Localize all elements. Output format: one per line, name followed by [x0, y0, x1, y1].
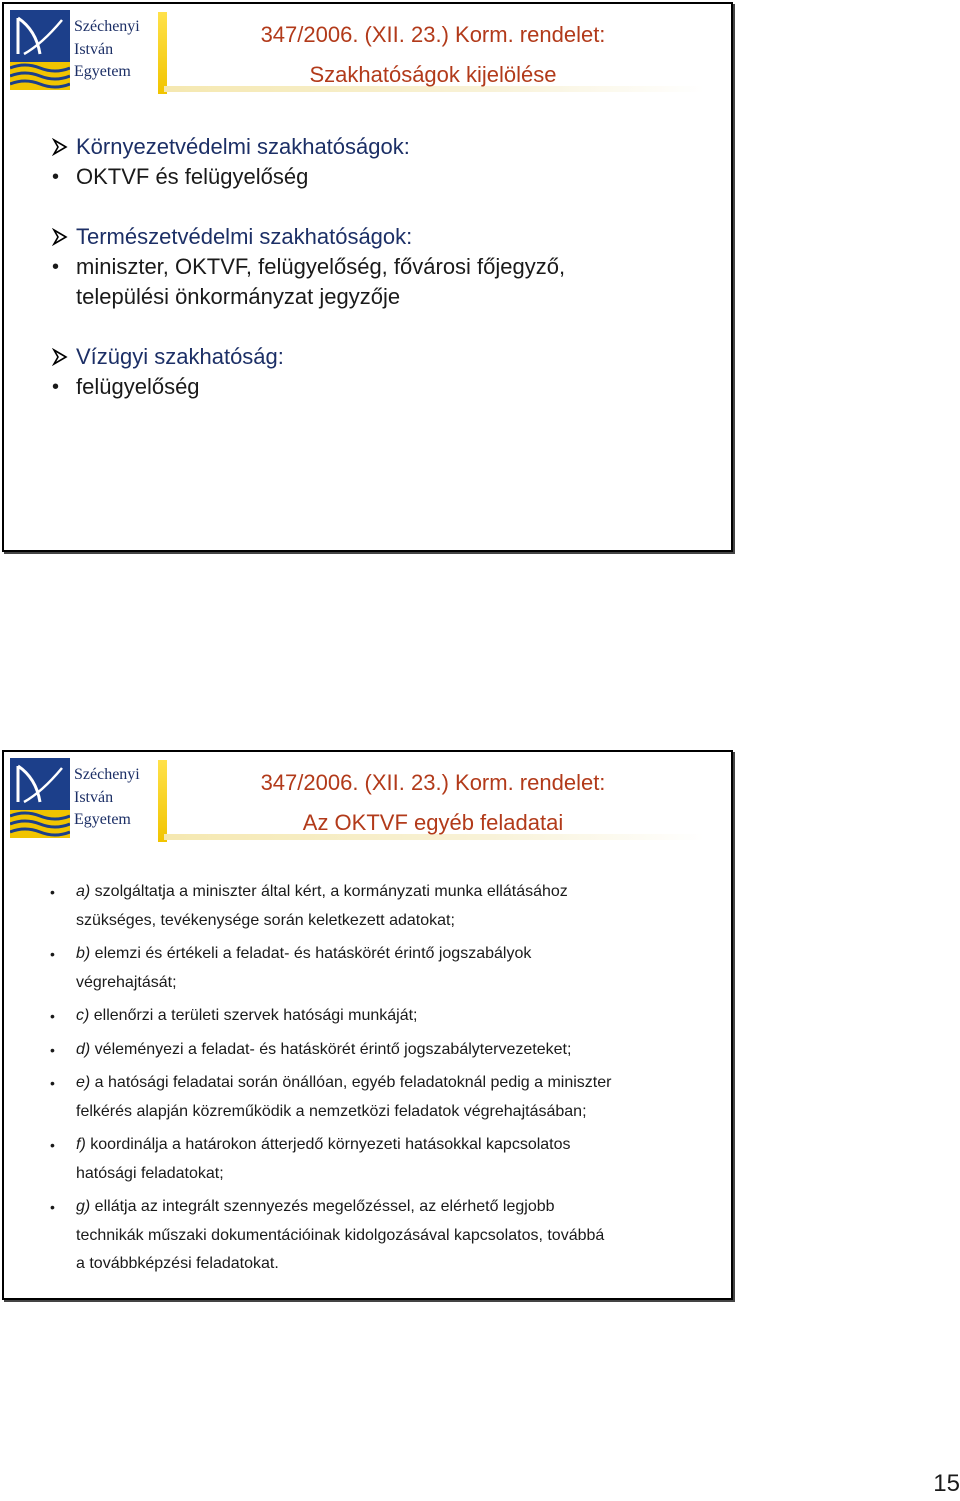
- bullet-dot-icon: •: [50, 1075, 55, 1091]
- logo-line-2: István: [74, 788, 114, 806]
- logo-line-3: Egyetem: [74, 811, 131, 828]
- task-letter: d): [76, 1040, 91, 1058]
- bullet-dot-icon: •: [52, 256, 60, 278]
- task-letter: b): [76, 945, 91, 962]
- task-item-f: [50, 1131, 710, 1188]
- task-letter: c): [76, 1007, 90, 1024]
- task-text: ellenőrzi a területi szervek hatósági munkáját;: [89, 1007, 418, 1024]
- section-heading: [52, 342, 722, 372]
- section-heading-text: Környezetvédelmi szakhatóságok:: [76, 134, 410, 159]
- slide-title-line-2: Szakhatóságok kijelölése: [309, 62, 557, 87]
- slide-title-line-1: 347/2006. (XII. 23.) Korm. rendelet:: [260, 770, 606, 795]
- section-heading-text: Természetvédelmi szakhatóságok:: [76, 224, 413, 249]
- logo-line-3: Egyetem: [74, 63, 131, 80]
- bullet-text: miniszter, OKTVF, felügyelőség, fővárosi főjegyző,: [76, 254, 566, 279]
- task-item-d: [50, 1036, 710, 1065]
- bullet-text: OKTVF és felügyelőség: [76, 164, 309, 189]
- arrow-bullet-icon: [52, 348, 68, 366]
- section-heading: [52, 132, 722, 162]
- bullet-text: felügyelőség: [76, 374, 200, 399]
- slide-2-content: [50, 878, 710, 1284]
- task-text: elemzi és értékeli a feladat- és hatáskörét érintő jogszabályok: [90, 945, 532, 962]
- section-heading: [52, 222, 722, 252]
- task-letter: f): [76, 1136, 86, 1153]
- task-letter: g): [76, 1198, 91, 1215]
- task-text-continued: a továbbképzési feladatokat.: [76, 1255, 279, 1272]
- bullet-dot-icon: •: [50, 1041, 55, 1058]
- task-item-e: [50, 1069, 710, 1126]
- slide-title-line-2: Az OKTVF egyéb feladatai: [302, 810, 564, 835]
- task-text-continued: technikák műszaki dokumentációinak kidolgozásával kapcsolatos, továbbá: [76, 1226, 605, 1244]
- task-text: ellátja az integrált szennyezés megelőzéssel, az elérhető legjobb: [90, 1198, 555, 1215]
- logo-line-1: Széchenyi: [74, 766, 140, 783]
- slide-2: [2, 750, 733, 1300]
- bullet-item: [52, 252, 722, 312]
- task-item-a: [50, 878, 710, 935]
- slide-title-line-1: 347/2006. (XII. 23.) Korm. rendelet:: [260, 22, 606, 47]
- bullet-dot-icon: •: [52, 166, 60, 188]
- bullet-dot-icon: •: [52, 376, 60, 398]
- task-text-continued: felkérés alapján közreműködik a nemzetközi feladatok végrehajtásában;: [76, 1102, 587, 1120]
- bullet-dot-icon: •: [50, 884, 55, 900]
- bullet-dot-icon: •: [50, 1137, 55, 1153]
- university-emblem-icon: [10, 10, 70, 90]
- bullet-dot-icon: •: [50, 1199, 55, 1215]
- logo-line-2: István: [74, 40, 114, 58]
- task-text-continued: szükséges, tevékenysége során keletkezett adatokat;: [76, 911, 455, 929]
- task-letter: a): [76, 883, 91, 900]
- task-text: véleményezi a feladat- és hatáskörét érintő jogszabálytervezeteket;: [90, 1040, 572, 1058]
- task-item-g: [50, 1193, 710, 1279]
- bullet-dot-icon: •: [50, 1008, 55, 1024]
- university-logo: [10, 10, 170, 92]
- task-text-continued: hatósági feladatokat;: [76, 1164, 224, 1182]
- logo-yellow-bar: [158, 12, 167, 94]
- section-heading-text: Vízügyi szakhatóság:: [76, 344, 284, 369]
- task-text: szolgáltatja a miniszter által kért, a kormányzati munka ellátásához: [90, 883, 568, 900]
- task-letter: e): [76, 1074, 91, 1091]
- logo-wordmark: [74, 16, 140, 84]
- university-logo: [10, 758, 170, 840]
- task-text-continued: végrehajtását;: [76, 973, 177, 991]
- bullet-item: [52, 162, 722, 192]
- bullet-dot-icon: •: [50, 946, 55, 962]
- logo-wordmark: [74, 764, 140, 832]
- arrow-bullet-icon: [52, 138, 68, 156]
- bullet-item: [52, 372, 722, 402]
- task-item-c: [50, 1002, 710, 1031]
- logo-line-1: Széchenyi: [74, 18, 140, 35]
- task-text: a hatósági feladatai során önállóan, egyéb feladatoknál pedig a miniszter: [90, 1074, 612, 1091]
- task-text: koordinálja a határokon átterjedő környezeti hatásokkal kapcsolatos: [85, 1136, 571, 1153]
- arrow-bullet-icon: [52, 228, 68, 246]
- slide-1-content: [52, 132, 722, 402]
- university-emblem-icon: [10, 758, 70, 838]
- page-number: 15: [933, 1470, 960, 1497]
- task-item-b: [50, 940, 710, 997]
- logo-yellow-bar: [158, 760, 167, 842]
- slide-1: [2, 2, 733, 552]
- bullet-text-continued: települési önkormányzat jegyzője: [76, 284, 401, 309]
